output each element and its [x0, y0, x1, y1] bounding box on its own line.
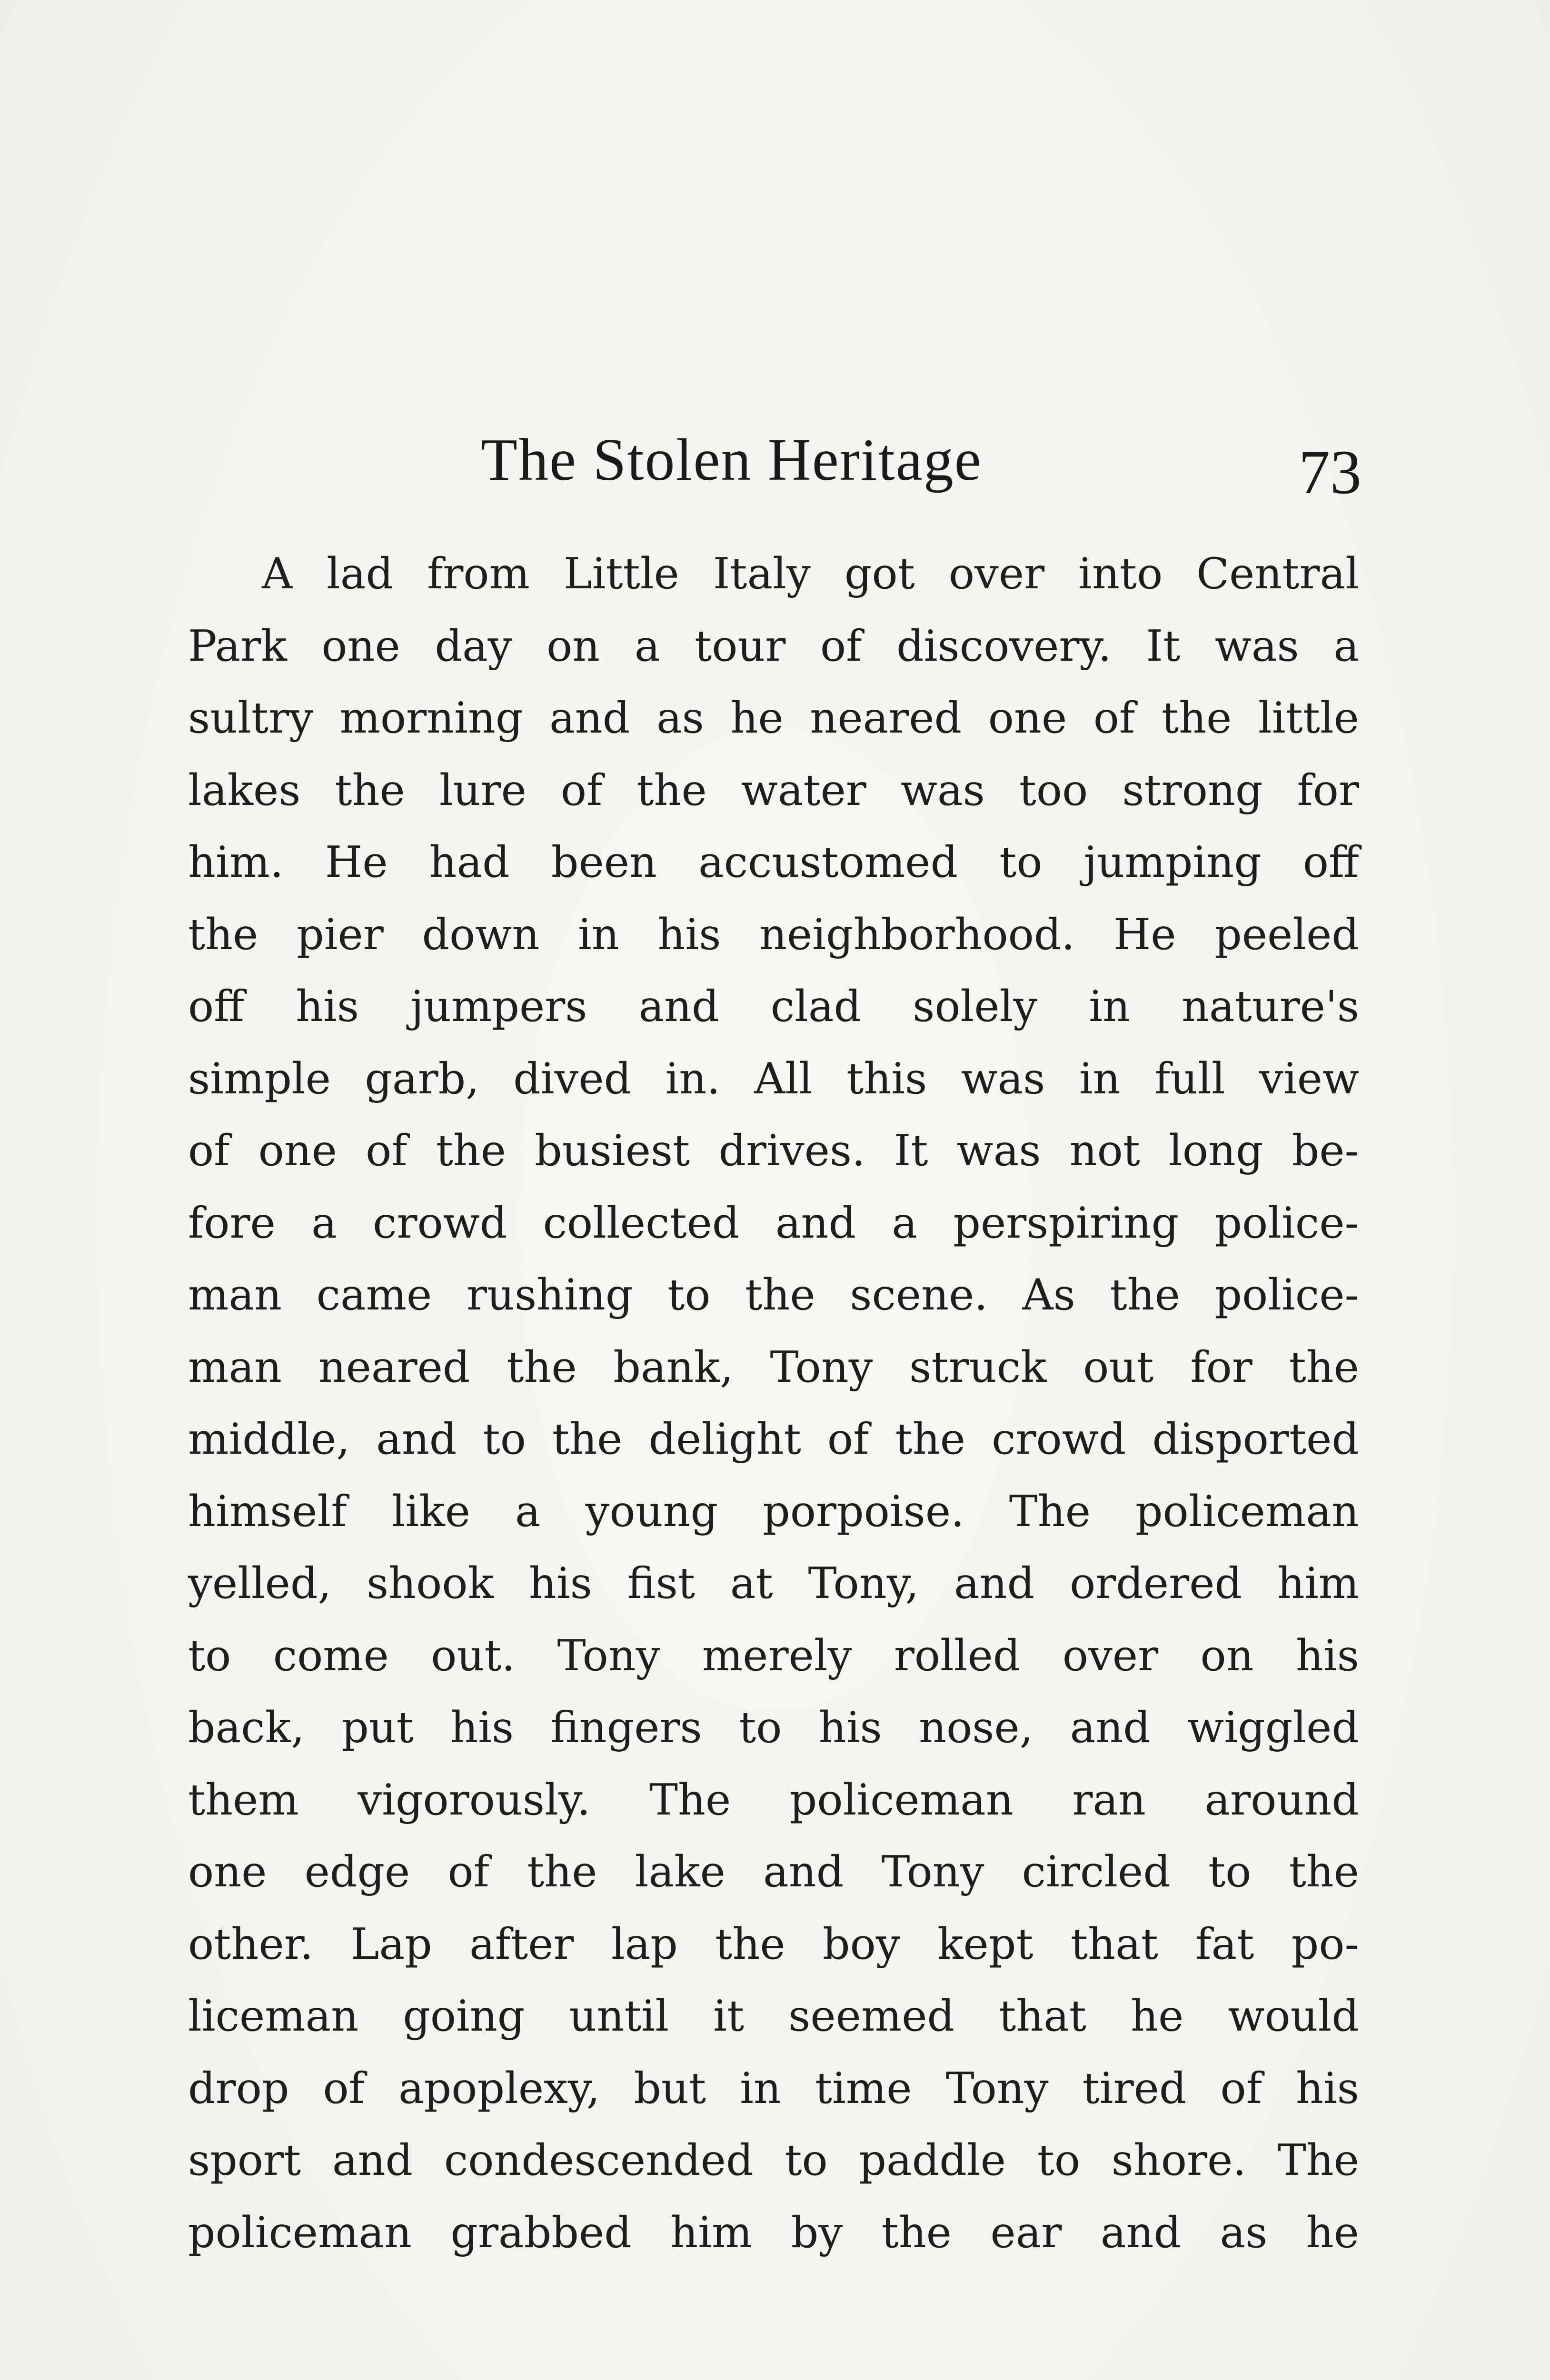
text-line: yelled, shook his fist at Tony, and ordered him: [188, 1558, 1359, 1608]
text-line: other. Lap after lap the boy kept that fat po-: [188, 1919, 1359, 1969]
page-header: [481, 426, 1361, 507]
text-line: back, put his fingers to his nose, and wiggled: [188, 1703, 1359, 1753]
text-line: lakes the lure of the water was too strong for: [188, 765, 1359, 815]
text-line: himself like a young porpoise. The policeman: [188, 1486, 1359, 1537]
text-line: of one of the busiest drives. It was not long be-: [188, 1126, 1359, 1176]
text-line: to come out. Tony merely rolled over on his: [188, 1630, 1359, 1681]
text-line: sport and condescended to paddle to shore. The: [188, 2135, 1359, 2185]
text-line: liceman going until it seemed that he would: [188, 1991, 1359, 2041]
page-number: 73: [1299, 437, 1361, 507]
text-line: man neared the bank, Tony struck out for the: [188, 1342, 1359, 1392]
text-line: simple garb, dived in. All this was in full view: [188, 1053, 1359, 1104]
text-line: him. He had been accustomed to jumping off: [188, 837, 1359, 887]
text-line: sultry morning and as he neared one of the little: [188, 693, 1359, 743]
running-title: The Stolen Heritage: [481, 427, 982, 493]
body-text: [188, 538, 1359, 2269]
text-line: off his jumpers and clad solely in nature's: [188, 982, 1359, 1031]
text-line: them vigorously. The policeman ran around: [188, 1775, 1359, 1825]
text-line: Park one day on a tour of discovery. It was a: [188, 621, 1359, 671]
text-line: man came rushing to the scene. As the police-: [188, 1270, 1359, 1320]
text-line: A lad from Little Italy got over into Central: [262, 549, 1359, 599]
text-line: fore a crowd collected and a perspiring police-: [188, 1198, 1359, 1248]
text-line: middle, and to the delight of the crowd disported: [188, 1414, 1359, 1464]
text-line: drop of apoplexy, but in time Tony tired of his: [188, 2063, 1359, 2113]
text-line: policeman grabbed him by the ear and as he: [188, 2207, 1359, 2258]
text-line: one edge of the lake and Tony circled to the: [188, 1847, 1359, 1897]
text-line: the pier down in his neighborhood. He peeled: [188, 909, 1359, 960]
